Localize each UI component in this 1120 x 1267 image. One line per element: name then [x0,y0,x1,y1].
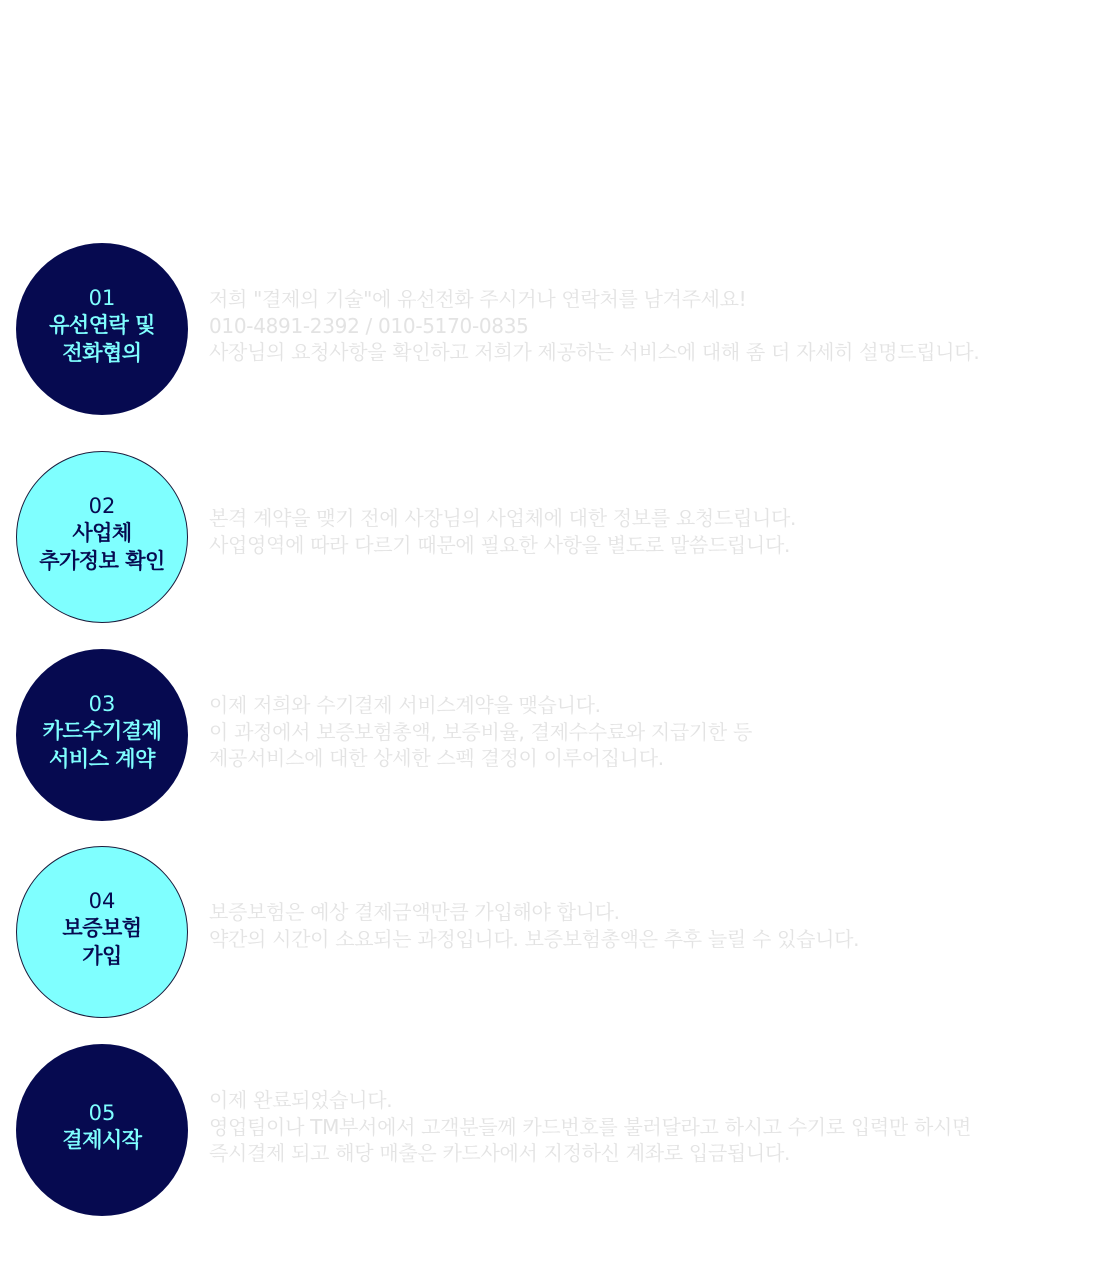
step-number: 03 [88,692,116,716]
step-title-line-2: 가입 [82,944,122,968]
description-line: 사장님의 요청사항을 확인하고 저희가 제공하는 서비스에 대해 좀 더 자세히 설명드립니다. [209,340,980,364]
description-line: 제공서비스에 대한 상세한 스펙 결정이 이루어집니다. [209,746,664,770]
step-title-line-1: 카드수기결제 [42,719,162,743]
step-04 [16,846,1106,1018]
step-title-line-1: 유선연락 및 [49,313,155,337]
step-description [209,692,1109,772]
step-03 [16,649,1106,821]
description-line: 약간의 시간이 소요되는 과정입니다. 보증보험총액은 추후 늘릴 수 있습니다. [209,926,860,951]
step-number: 04 [88,889,116,913]
step-badge-01 [16,243,188,415]
step-title-line-2: 추가정보 확인 [39,549,165,573]
description-line: 사업영역에 따라 다르기 때문에 필요한 사항을 별도로 말씀드립니다. [209,532,791,557]
description-line: 이 과정에서 보증보험총액, 보증비율, 결제수수료와 지급기한 등 [209,719,752,744]
step-badge-02 [16,451,188,623]
step-badge-03 [16,649,188,821]
step-badge-05 [16,1044,188,1216]
step-02 [16,451,1106,623]
description-line: 즉시결제 되고 해당 매출은 카드사에서 지정하신 계좌로 입금됩니다. [209,1141,791,1165]
step-title-line-1: 보증보험 [62,916,142,940]
step-title-line-1: 사업체 [72,521,132,545]
step-number: 01 [88,286,116,310]
description-line: 저희 "결제의 기술"에 유선전화 주시거나 연락처를 남겨주세요! [209,287,747,311]
phone-numbers: 010-4891-2392 / 010-5170-0835 [209,313,529,338]
description-line: 영업팀이나 TM부서에서 고객분들께 카드번호를 불러달라고 하시고 수기로 입력만 하시면 [209,1114,972,1139]
step-title-line-2: 서비스 계약 [49,747,155,771]
step-description [209,505,1109,558]
description-line: 보증보험은 예상 결제금액만큼 가입해야 합니다. [209,900,620,924]
step-number: 05 [88,1101,116,1125]
description-line: 이제 저희와 수기결제 서비스계약을 맺습니다. [209,693,601,717]
step-number: 02 [88,494,116,518]
step-title-line-2: 전화협의 [62,341,142,365]
description-line: 본격 계약을 맺기 전에 사장님의 사업체에 대한 정보를 요청드립니다. [209,506,797,530]
step-01 [16,243,1106,415]
description-line: 이제 완료되었습니다. [209,1088,393,1112]
step-05 [16,1044,1106,1216]
step-badge-04 [16,846,188,1018]
step-description [209,286,1109,366]
step-description [209,1087,1109,1167]
step-title-line-1: 결제시작 [62,1128,142,1152]
step-description [209,899,1109,952]
